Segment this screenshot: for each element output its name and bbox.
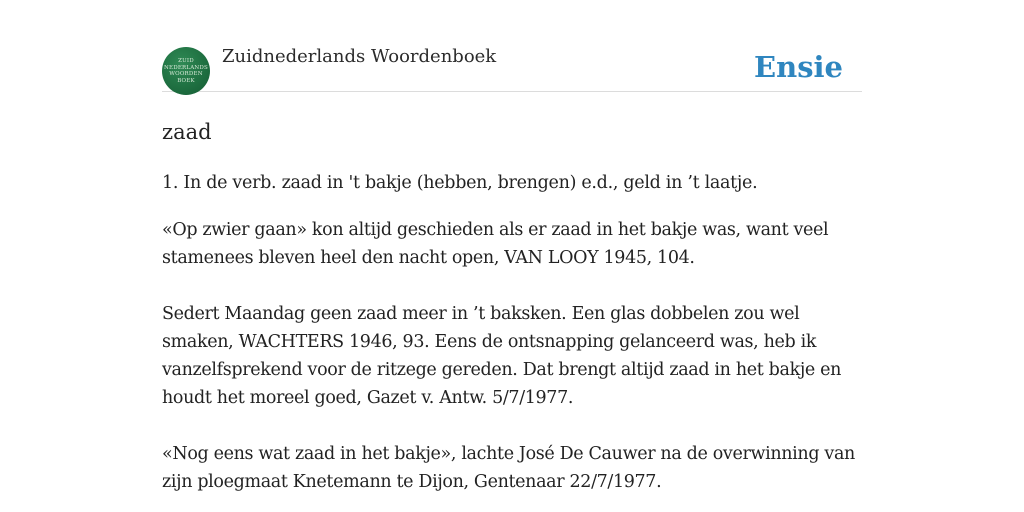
site-header [162, 44, 862, 92]
definition: 1. In de verb. zaad in 't bakje (hebben, brengen) e.d., geld in ’t laatje. [162, 173, 758, 193]
citation-quote: Sedert Maandag geen zaad meer in ’t baksken. Een glas dobbelen zou wel smaken, WACHTERS 1946, 93. Eens de ontsnapping gelanceerd was, heb ik vanzelfsprekend voor de ritzege gereden. Dat brengt altijd zaad in het bakje en houdt het moreel goed, Gazet v. Antw. 5/7/1977. [162, 304, 842, 408]
logo-line: NEDERLANDS [163, 64, 208, 71]
headword: zaad [162, 120, 212, 144]
logo-line: WOORDEN [169, 71, 203, 77]
entry-page [162, 44, 862, 496]
brand-logo-link[interactable]: Ensie [754, 50, 843, 84]
logo-line: ZUID [178, 58, 194, 64]
logo-line: BOEK [177, 77, 195, 84]
dictionary-logo[interactable] [162, 47, 210, 95]
citation-quote: «Nog eens wat zaad in het bakje», lachte José De Cauwer na de overwinning van zijn ploegmaat Knetemann te Dijon, Gentenaar 22/7/1977. [162, 444, 855, 492]
dictionary-name-link[interactable]: Zuidnederlands Woordenboek [222, 46, 497, 67]
citation-quote: «Op zwier gaan» kon altijd geschieden als er zaad in het bakje was, want veel stamenees bleven heel den nacht open, VAN LOOY 1945, 104. [162, 220, 829, 268]
